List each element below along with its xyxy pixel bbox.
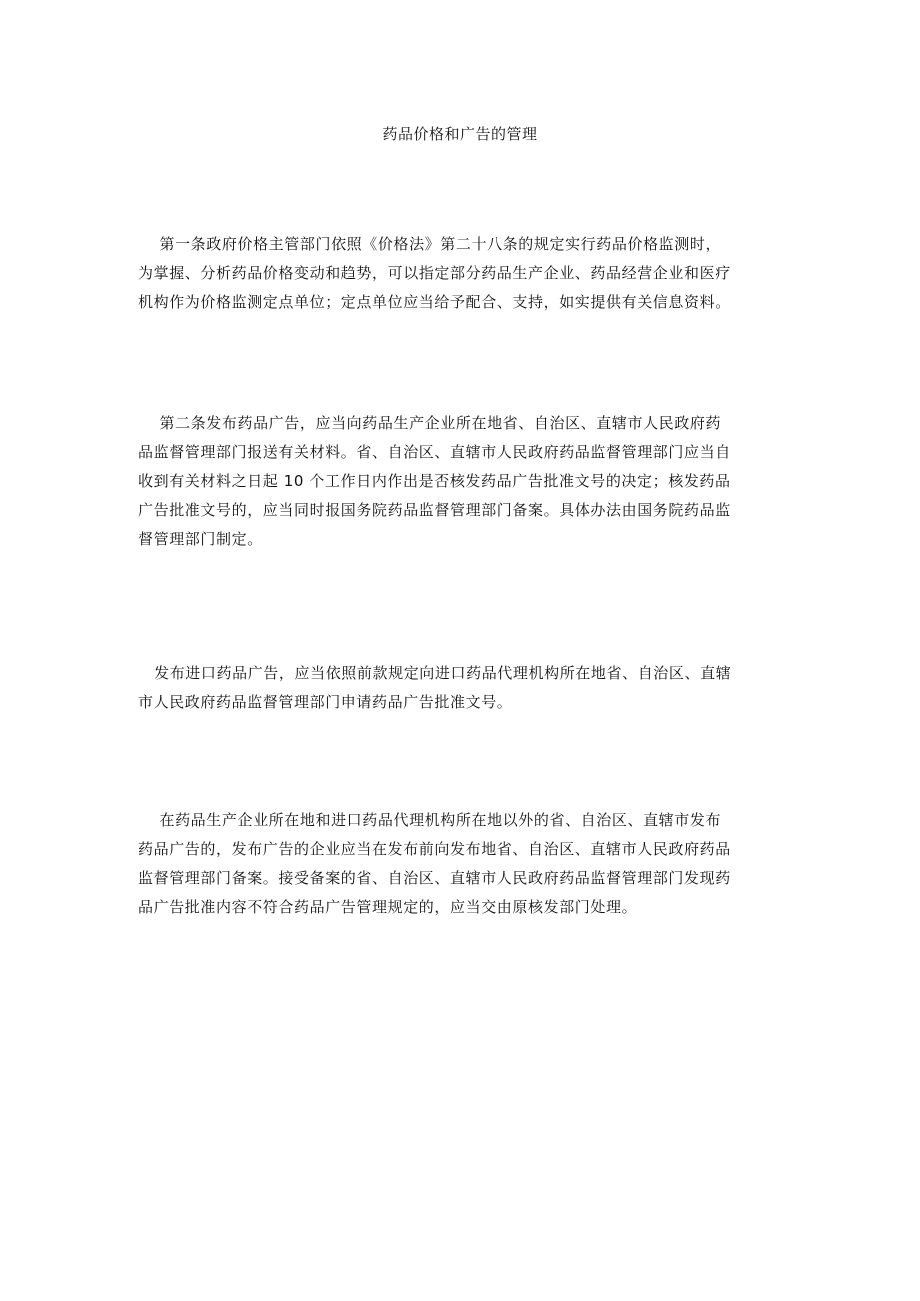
paragraph-line: 品广告批准内容不符合药品广告管理规定的，应当交由原核发部门处理。: [138, 898, 638, 916]
paragraph-line: 收到有关材料之日起 10 个工作日内作出是否核发药品广告批准文号的决定；核发药品: [138, 472, 731, 490]
paragraph-line: 机构作为价格监测定点单位；定点单位应当给予配合、支持，如实提供有关信息资料。: [138, 293, 731, 311]
paragraph-line: 监督管理部门备案。接受备案的省、自治区、直辖市人民政府药品监督管理部门发现药: [138, 869, 731, 887]
article-1-paragraph: [138, 230, 798, 317]
paragraph-line: 发布进口药品广告，应当依照前款规定向进口药品代理机构所在地省、自治区、直辖: [138, 664, 732, 682]
paragraph-line: 第二条发布药品广告，应当向药品生产企业所在地省、自治区、直辖市人民政府药: [138, 414, 722, 432]
cross-region-ad-paragraph: [138, 806, 798, 922]
paragraph-line: 药品广告的，发布广告的企业应当在发布前向发布地省、自治区、直辖市人民政府药品: [138, 840, 731, 858]
paragraph-line: 市人民政府药品监督管理部门申请药品广告批准文号。: [138, 693, 513, 711]
imported-drug-ad-paragraph: [138, 659, 798, 717]
paragraph-line: 为掌握、分析药品价格变动和趋势，可以指定部分药品生产企业、药品经营企业和医疗: [138, 264, 731, 282]
paragraph-line: 在药品生产企业所在地和进口药品代理机构所在地以外的省、自治区、直辖市发布: [138, 811, 722, 829]
document-title: 药品价格和广告的管理: [382, 125, 538, 143]
paragraph-line: 督管理部门制定。: [138, 530, 263, 548]
paragraph-line: 广告批准文号的，应当同时报国务院药品监督管理部门备案。具体办法由国务院药品监: [138, 501, 731, 519]
paragraph-line: 品监督管理部门报送有关材料。省、自治区、直辖市人民政府药品监督管理部门应当自: [138, 443, 731, 461]
paragraph-line: 第一条政府价格主管部门依照《价格法》第二十八条的规定实行药品价格监测时，: [138, 235, 722, 253]
article-2-paragraph: [138, 409, 798, 554]
